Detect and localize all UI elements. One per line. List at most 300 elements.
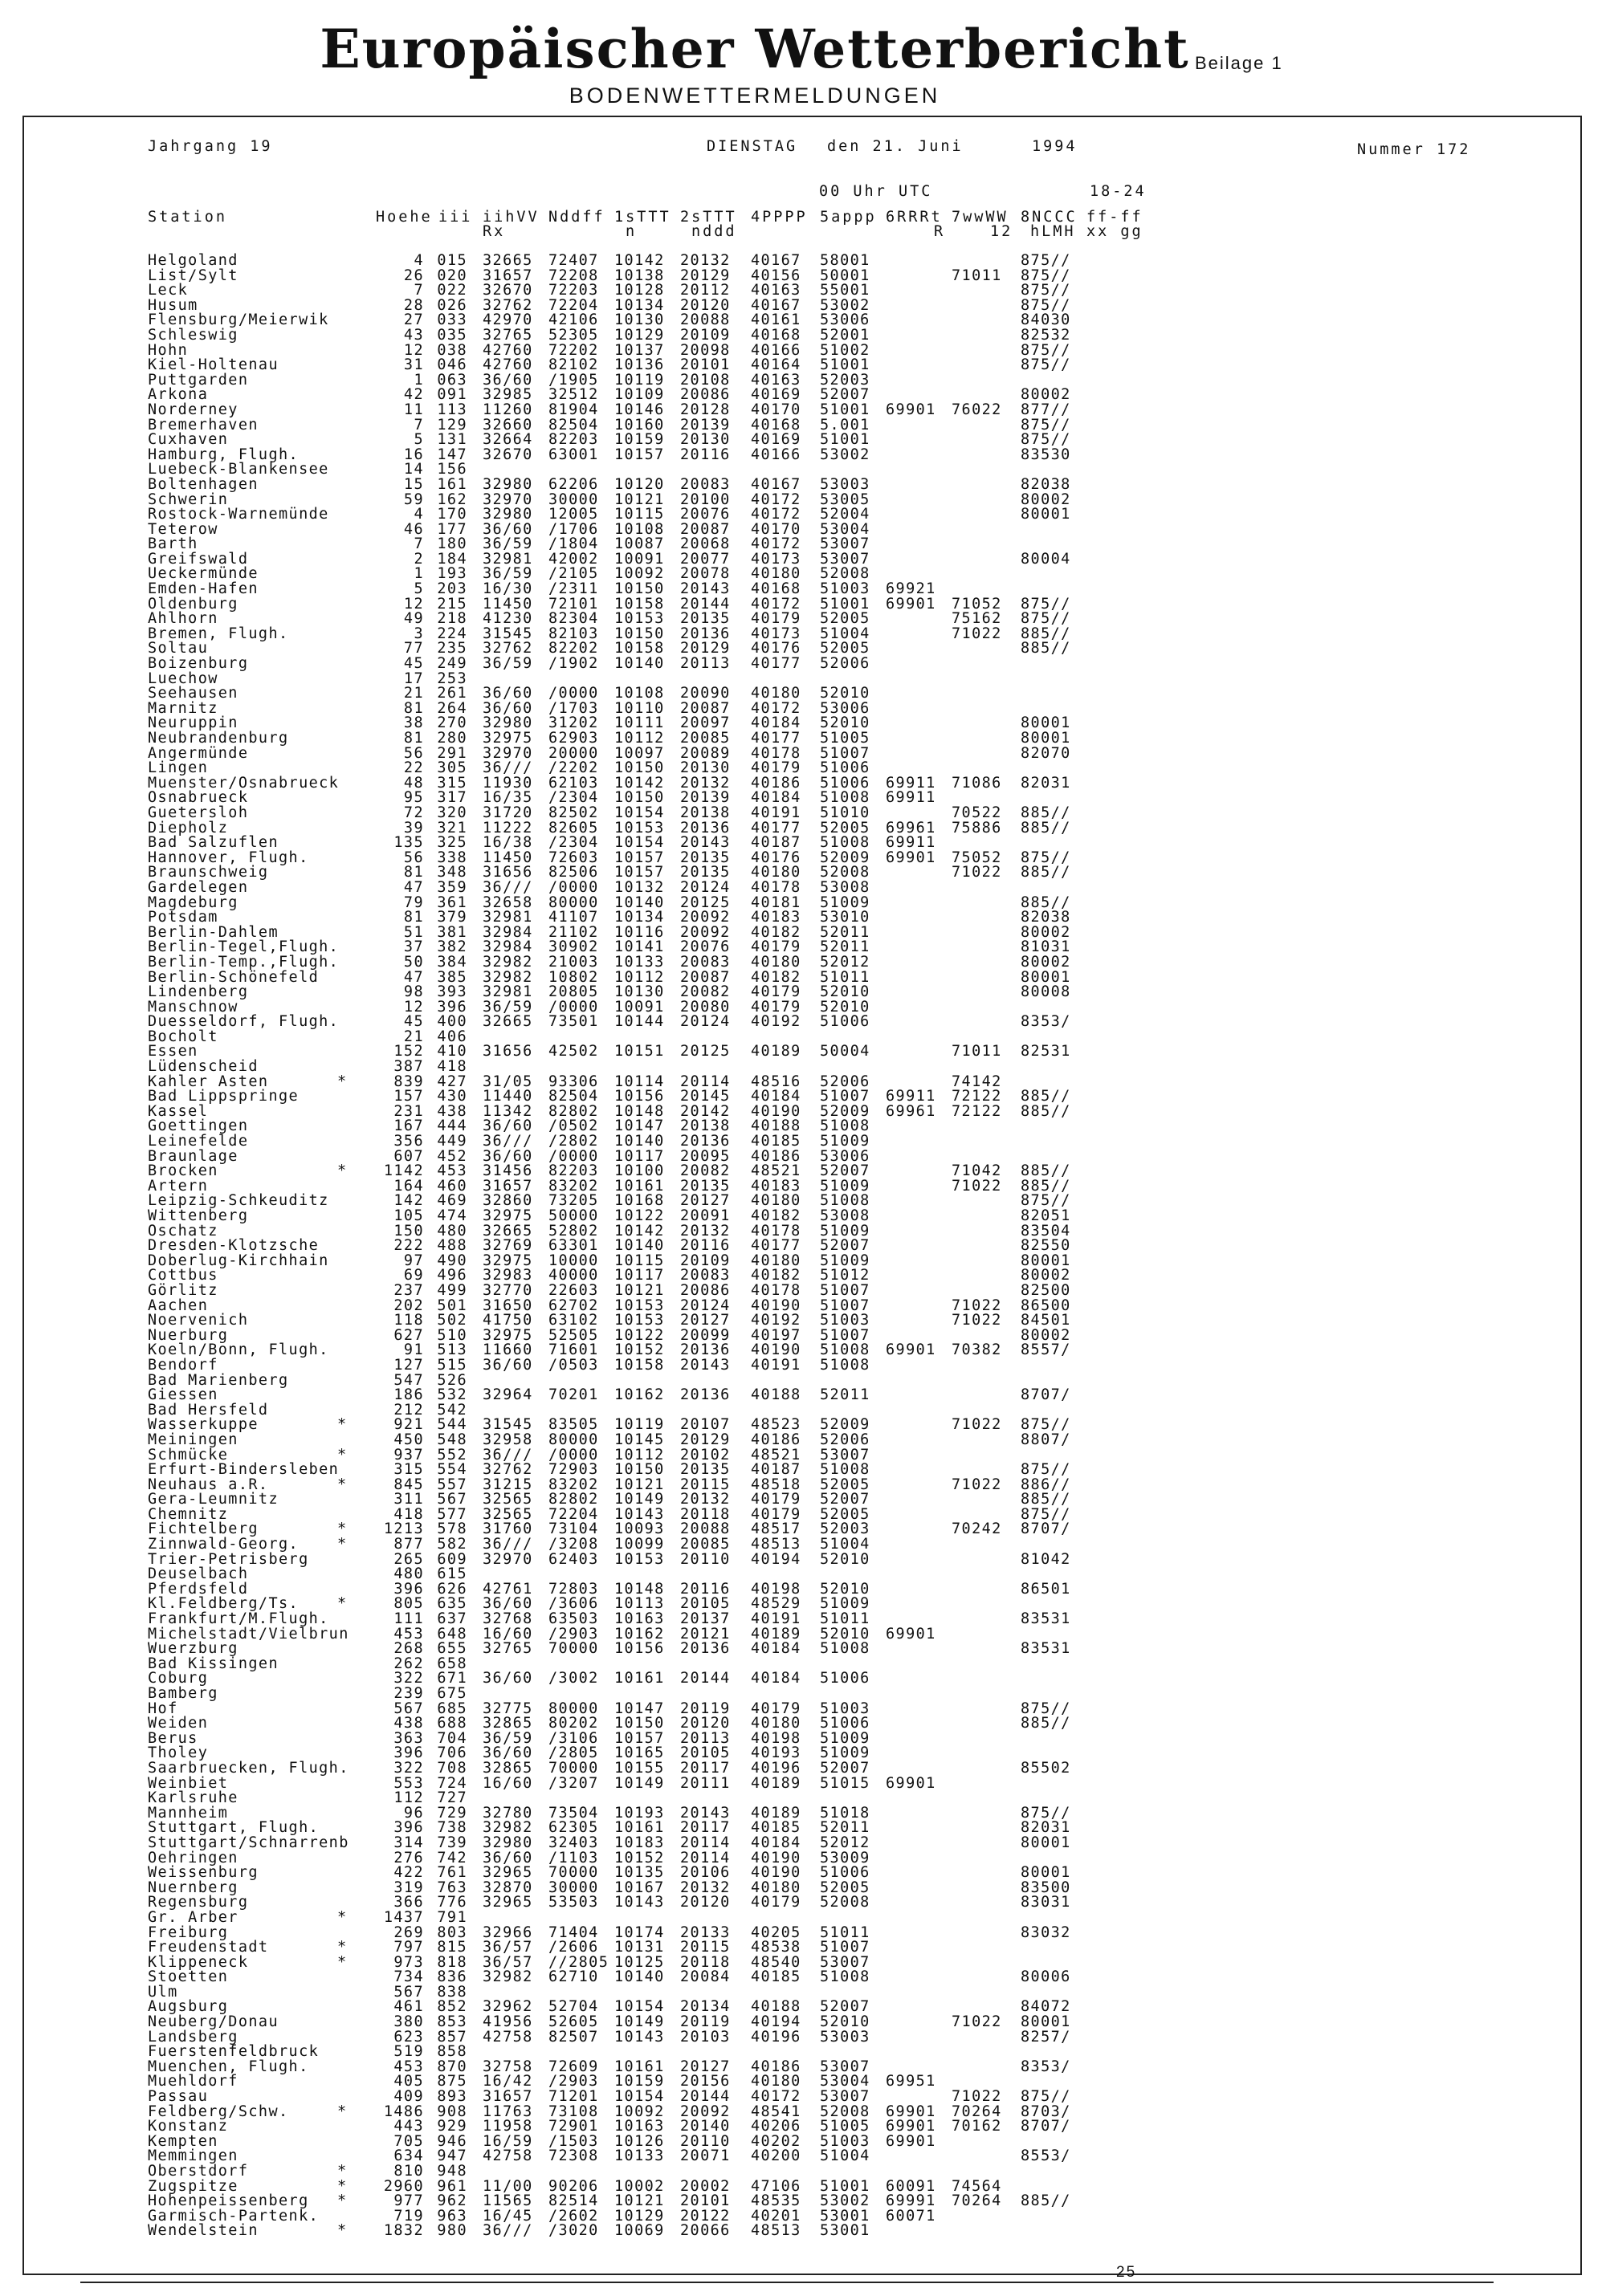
station-name: Chemnitz <box>148 1505 229 1523</box>
station-height: 2 <box>414 550 424 568</box>
table-row <box>0 418 1606 434</box>
iihvv: 11930 <box>483 774 533 792</box>
station-id: 444 <box>437 1117 467 1135</box>
iihvv: 11450 <box>483 849 533 866</box>
4pppp: 40206 <box>751 2118 801 2135</box>
4pppp: 40184 <box>751 1640 801 1658</box>
station-name: Frankfurt/M.Flugh. <box>148 1610 329 1628</box>
nddff: /0000 <box>548 1446 599 1463</box>
table-row <box>0 507 1606 523</box>
station-id: 253 <box>437 670 467 687</box>
7wwww: 70522 <box>952 804 1002 821</box>
1sttt: 10160 <box>614 416 665 434</box>
2sttt: 20136 <box>680 1133 731 1150</box>
col-r: R <box>934 223 946 240</box>
station-id: 359 <box>437 878 467 896</box>
8nccc: 875// <box>1021 1804 1071 1822</box>
1sttt: 10149 <box>614 1491 665 1508</box>
5appp: 53006 <box>820 311 870 329</box>
5appp: 52003 <box>820 371 870 389</box>
2sttt: 20106 <box>680 1864 731 1882</box>
iihvv: 32982 <box>483 1819 533 1837</box>
1sttt: 10121 <box>614 1476 665 1493</box>
station-name: Boltenhagen <box>148 475 259 493</box>
5appp: 51006 <box>820 1715 870 1732</box>
nddff: 32403 <box>548 1834 599 1851</box>
station-height: 81 <box>403 699 424 717</box>
iihvv: 36/59 <box>483 998 533 1016</box>
1sttt: 10159 <box>614 431 665 449</box>
nddff: 40000 <box>548 1267 599 1284</box>
2sttt: 20087 <box>680 699 731 717</box>
station-id: 685 <box>437 1700 467 1717</box>
nddff: 32512 <box>548 386 599 404</box>
station-height: 46 <box>403 520 424 538</box>
1sttt: 10144 <box>614 1013 665 1031</box>
5appp: 53002 <box>820 446 870 463</box>
station-id: 270 <box>437 714 467 732</box>
6rrrt: 69911 <box>886 1088 936 1105</box>
5appp: 52007 <box>820 1237 870 1255</box>
8nccc: 82532 <box>1021 326 1071 344</box>
mountain-marker: * <box>337 2177 348 2195</box>
station-name: Koeln/Bonn, Flugh. <box>148 1341 329 1359</box>
station-height: 977 <box>393 2192 424 2210</box>
station-name: Kiel-Holtenau <box>148 356 279 374</box>
1sttt: 10092 <box>614 2103 665 2120</box>
iihvv: 36/60 <box>483 699 533 717</box>
station-height: 21 <box>403 1028 424 1045</box>
8nccc: 885// <box>1021 1715 1071 1732</box>
2sttt: 20085 <box>680 730 731 747</box>
station-id: 488 <box>437 1237 467 1255</box>
iihvv: 42761 <box>483 1580 533 1598</box>
nddff: /2105 <box>548 565 599 583</box>
nddff: /1902 <box>548 655 599 673</box>
iihvv: 32870 <box>483 1879 533 1896</box>
8nccc: 885// <box>1021 1162 1071 1180</box>
2sttt: 20142 <box>680 1102 731 1120</box>
table-row <box>0 1388 1606 1403</box>
4pppp: 40172 <box>751 2088 801 2106</box>
station-id: 626 <box>437 1580 467 1598</box>
issue-number: Nummer 172 <box>1357 141 1471 158</box>
station-name: Berlin-Temp.,Flugh. <box>148 953 340 971</box>
table-row <box>0 955 1606 971</box>
iihvv: 32765 <box>483 1640 533 1658</box>
station-name: Greifswald <box>148 550 249 568</box>
5appp: 53004 <box>820 520 870 538</box>
5appp: 51007 <box>820 1297 870 1314</box>
table-row <box>0 806 1606 821</box>
2sttt: 20120 <box>680 1715 731 1732</box>
1sttt: 10143 <box>614 1894 665 1911</box>
iihvv: 42970 <box>483 311 533 329</box>
iihvv: 32660 <box>483 416 533 434</box>
col-xxgg: xx gg <box>1086 223 1143 240</box>
nddff: 80202 <box>548 1715 599 1732</box>
station-height: 314 <box>393 1834 424 1851</box>
iihvv: 36/60 <box>483 1595 533 1613</box>
8nccc: 82038 <box>1021 909 1071 926</box>
station-id: 499 <box>437 1281 467 1299</box>
4pppp: 40188 <box>751 1117 801 1135</box>
iihvv: 32865 <box>483 1759 533 1777</box>
station-name: Wasserkuppe <box>148 1416 259 1434</box>
station-height: 387 <box>393 1058 424 1076</box>
2sttt: 20143 <box>680 834 731 852</box>
1sttt: 10142 <box>614 774 665 792</box>
station-name: Artern <box>148 1177 209 1195</box>
1sttt: 10135 <box>614 1864 665 1882</box>
5appp: 52006 <box>820 655 870 673</box>
station-height: 45 <box>403 655 424 673</box>
table-row <box>0 744 1606 762</box>
station-id: 852 <box>437 1998 467 2016</box>
5appp: 52009 <box>820 1416 870 1434</box>
nddff: 52802 <box>548 1222 599 1240</box>
5appp: 51011 <box>820 1610 870 1628</box>
station-id: 381 <box>437 923 467 941</box>
2sttt: 20117 <box>680 1819 731 1837</box>
2sttt: 20110 <box>680 1550 731 1568</box>
station-id: 615 <box>437 1565 467 1583</box>
1sttt: 10150 <box>614 759 665 777</box>
station-id: 552 <box>437 1446 467 1463</box>
2sttt: 20091 <box>680 1207 731 1224</box>
4pppp: 40182 <box>751 1267 801 1284</box>
5appp: 51006 <box>820 759 870 777</box>
4pppp: 40163 <box>751 371 801 389</box>
2sttt: 20144 <box>680 2088 731 2106</box>
8nccc: 875// <box>1021 849 1071 866</box>
station-id: 022 <box>437 282 467 299</box>
station-height: 418 <box>393 1505 424 1523</box>
col-12: 12 <box>990 223 1013 240</box>
1sttt: 10149 <box>614 1774 665 1792</box>
8nccc: 80001 <box>1021 730 1071 747</box>
table-row <box>0 1702 1606 1717</box>
1sttt: 10140 <box>614 894 665 911</box>
page-title: Europäischer Wetterbericht <box>320 18 1190 80</box>
station-name: Gr. Arber <box>148 1908 238 1926</box>
1sttt: 10150 <box>614 625 665 642</box>
8nccc: 875// <box>1021 267 1071 284</box>
station-name: Stoetten <box>148 1968 229 1986</box>
station-name: Berus <box>148 1729 198 1747</box>
5appp: 52004 <box>820 506 870 523</box>
station-name: Osnabrueck <box>148 789 249 807</box>
5appp: 52005 <box>820 1476 870 1493</box>
nddff: /3208 <box>548 1536 599 1553</box>
5appp: 58001 <box>820 252 870 269</box>
4pppp: 40170 <box>751 401 801 418</box>
iihvv: 11763 <box>483 2103 533 2120</box>
station-height: 409 <box>393 2088 424 2106</box>
col-nddff: Nddff <box>548 209 605 226</box>
4pppp: 40182 <box>751 968 801 986</box>
station-name: Ahlhorn <box>148 610 218 628</box>
station-id: 875 <box>437 2073 467 2090</box>
station-id: 348 <box>437 864 467 881</box>
nddff: /2304 <box>548 834 599 852</box>
iihvv: 36/59 <box>483 565 533 583</box>
station-id: 742 <box>437 1849 467 1867</box>
5appp: 53010 <box>820 909 870 926</box>
col-nddd: nddd <box>691 223 737 240</box>
station-id: 452 <box>437 1147 467 1165</box>
nddff: /2903 <box>548 2073 599 2090</box>
station-height: 150 <box>393 1222 424 1240</box>
5appp: 53005 <box>820 491 870 508</box>
table-row <box>0 1492 1606 1508</box>
station-id: 035 <box>437 326 467 344</box>
iihvv: 32982 <box>483 953 533 971</box>
station-height: 719 <box>393 2207 424 2225</box>
iihvv: 11565 <box>483 2192 533 2210</box>
5appp: 52005 <box>820 819 870 837</box>
1sttt: 10111 <box>614 714 665 732</box>
station-name: Garmisch-Partenk. <box>148 2207 320 2225</box>
8nccc: 83031 <box>1021 1894 1071 1911</box>
mountain-marker: * <box>337 1908 348 1926</box>
col-station: Station <box>148 209 227 226</box>
4pppp: 40179 <box>751 610 801 628</box>
5appp: 53004 <box>820 2073 870 2090</box>
station-height: 186 <box>393 1386 424 1404</box>
5appp: 52010 <box>820 1625 870 1643</box>
5appp: 52001 <box>820 326 870 344</box>
2sttt: 20143 <box>680 1356 731 1374</box>
station-id: 406 <box>437 1028 467 1045</box>
station-name: List/Sylt <box>148 267 238 284</box>
station-height: 319 <box>393 1879 424 1896</box>
bottom-rule <box>80 2282 1494 2283</box>
station-name: Freiburg <box>148 1924 229 1941</box>
nddff: 30000 <box>548 491 599 508</box>
station-id: 224 <box>437 625 467 642</box>
table-row <box>0 582 1606 597</box>
5appp: 52010 <box>820 685 870 702</box>
4pppp: 40169 <box>751 431 801 449</box>
nddff: 71201 <box>548 2088 599 2106</box>
5appp: 52008 <box>820 2103 870 2120</box>
5appp: 50004 <box>820 1043 870 1060</box>
4pppp: 40172 <box>751 506 801 523</box>
station-id: 761 <box>437 1864 467 1882</box>
period-label: 18-24 <box>1090 183 1147 200</box>
iihvv: 11660 <box>483 1341 533 1359</box>
time-label: 00 Uhr UTC <box>819 183 933 200</box>
station-name: Wendelstein <box>148 2222 259 2240</box>
5appp: 53002 <box>820 2192 870 2210</box>
table-row <box>0 761 1606 776</box>
station-height: 26 <box>403 267 424 284</box>
8nccc: 82070 <box>1021 744 1071 762</box>
4pppp: 40184 <box>751 714 801 732</box>
station-height: 167 <box>393 1117 424 1135</box>
nddff: 70000 <box>548 1640 599 1658</box>
8nccc: 83530 <box>1021 446 1071 463</box>
station-height: 634 <box>393 2147 424 2165</box>
2sttt: 20113 <box>680 1729 731 1747</box>
col-5appp: 5appp <box>820 209 877 226</box>
1sttt: 10154 <box>614 834 665 852</box>
station-id: 648 <box>437 1625 467 1643</box>
1sttt: 10147 <box>614 1700 665 1717</box>
2sttt: 20116 <box>680 446 731 463</box>
station-height: 810 <box>393 2163 424 2180</box>
station-id: 046 <box>437 356 467 374</box>
4pppp: 48540 <box>751 1953 801 1971</box>
5appp: 51003 <box>820 580 870 598</box>
station-id: 177 <box>437 520 467 538</box>
station-id: 567 <box>437 1491 467 1508</box>
1sttt: 10134 <box>614 909 665 926</box>
4pppp: 40179 <box>751 1700 801 1717</box>
1sttt: 10193 <box>614 1804 665 1822</box>
5appp: 51007 <box>820 1939 870 1956</box>
table-row <box>0 699 1606 717</box>
station-id: 554 <box>437 1461 467 1479</box>
5appp: 52003 <box>820 1520 870 1538</box>
nddff: /3002 <box>548 1670 599 1687</box>
table-row <box>0 1970 1606 1985</box>
station-id: 218 <box>437 610 467 628</box>
station-id: 382 <box>437 938 467 956</box>
station-id: 015 <box>437 252 467 269</box>
8nccc: 83032 <box>1021 1924 1071 1941</box>
station-height: 50 <box>403 953 424 971</box>
nddff: 30000 <box>548 1879 599 1896</box>
station-name: Karlsruhe <box>148 1789 238 1807</box>
5appp: 52010 <box>820 2013 870 2031</box>
5appp: 52010 <box>820 714 870 732</box>
table-row <box>0 520 1606 538</box>
station-height: 77 <box>403 640 424 657</box>
6rrrt: 69911 <box>886 774 936 792</box>
station-id: 946 <box>437 2132 467 2150</box>
iihvv: 41750 <box>483 1312 533 1329</box>
station-height: 97 <box>403 1252 424 1269</box>
1sttt: 10119 <box>614 1416 665 1434</box>
nddff: 62710 <box>548 1968 599 1986</box>
nddff: 80000 <box>548 894 599 911</box>
8nccc: 875// <box>1021 431 1071 449</box>
5appp: 51008 <box>820 834 870 852</box>
2sttt: 20119 <box>680 2013 731 2031</box>
station-id: 635 <box>437 1595 467 1613</box>
iihvv: 11958 <box>483 2118 533 2135</box>
4pppp: 40179 <box>751 998 801 1016</box>
station-height: 22 <box>403 759 424 777</box>
nddff: 42002 <box>548 550 599 568</box>
table-row <box>0 1060 1606 1075</box>
1sttt: 10167 <box>614 1879 665 1896</box>
5appp: 52007 <box>820 1162 870 1180</box>
station-id: 501 <box>437 1297 467 1314</box>
station-name: Bad Lippspringe <box>148 1088 300 1105</box>
nddff: 72204 <box>548 296 599 314</box>
station-id: 325 <box>437 834 467 852</box>
2sttt: 20128 <box>680 401 731 418</box>
5appp: 51009 <box>820 1252 870 1269</box>
station-name: Landsberg <box>148 2028 238 2046</box>
6rrrt: 69901 <box>886 595 936 613</box>
4pppp: 40184 <box>751 1834 801 1851</box>
station-height: 839 <box>393 1073 424 1090</box>
4pppp: 40188 <box>751 1386 801 1404</box>
1sttt: 10154 <box>614 804 665 821</box>
8nccc: 875// <box>1021 1192 1071 1210</box>
1sttt: 10155 <box>614 1759 665 1777</box>
4pppp: 40166 <box>751 341 801 359</box>
5appp: 51008 <box>820 1461 870 1479</box>
station-height: 72 <box>403 804 424 821</box>
1sttt: 10117 <box>614 1267 665 1284</box>
nddff: 81904 <box>548 401 599 418</box>
6rrrt: 69961 <box>886 819 936 837</box>
nddff: 82802 <box>548 1102 599 1120</box>
station-height: 461 <box>393 1998 424 2016</box>
station-id: 418 <box>437 1058 467 1076</box>
8nccc: 877// <box>1021 401 1071 418</box>
iihvv: 36/// <box>483 2222 533 2240</box>
5appp: 51001 <box>820 401 870 418</box>
table-row <box>0 731 1606 747</box>
1sttt: 10128 <box>614 282 665 299</box>
1sttt: 10117 <box>614 1147 665 1165</box>
station-id: 963 <box>437 2207 467 2225</box>
nddff: 63001 <box>548 446 599 463</box>
iihvv: 31760 <box>483 1520 533 1538</box>
2sttt: 20090 <box>680 685 731 702</box>
2sttt: 20127 <box>680 2058 731 2075</box>
6rrrt: 69911 <box>886 834 936 852</box>
5appp: 51004 <box>820 625 870 642</box>
1sttt: 10120 <box>614 475 665 493</box>
5appp: 51011 <box>820 1924 870 1941</box>
table-row <box>0 1313 1606 1329</box>
station-name: Leinefelde <box>148 1133 249 1150</box>
iihvv: 16/59 <box>483 2132 533 2150</box>
col-n: n <box>626 223 638 240</box>
8nccc: 875// <box>1021 341 1071 359</box>
weekday-label: DIENSTAG <box>707 138 798 155</box>
4pppp: 40176 <box>751 640 801 657</box>
nddff: 52505 <box>548 1326 599 1344</box>
1sttt: 10110 <box>614 699 665 717</box>
station-name: Nuerburg <box>148 1326 229 1344</box>
station-name: Stuttgart, Flugh. <box>148 1819 320 1837</box>
iihvv: 16/60 <box>483 1774 533 1792</box>
station-name: Klippeneck <box>148 1953 249 1971</box>
station-name: Muenchen, Flugh. <box>148 2058 309 2075</box>
nddff: 72901 <box>548 2118 599 2135</box>
station-height: 269 <box>393 1924 424 1941</box>
station-name: Boizenburg <box>148 655 249 673</box>
1sttt: 10154 <box>614 2088 665 2106</box>
iihvv: 32860 <box>483 1192 533 1210</box>
1sttt: 10153 <box>614 1550 665 1568</box>
table-row <box>0 2105 1606 2120</box>
8nccc: 8557/ <box>1021 1341 1071 1359</box>
4pppp: 40189 <box>751 1625 801 1643</box>
1sttt: 10069 <box>614 2222 665 2240</box>
1sttt: 10115 <box>614 1252 665 1269</box>
1sttt: 10161 <box>614 1670 665 1687</box>
5appp: 51009 <box>820 894 870 911</box>
